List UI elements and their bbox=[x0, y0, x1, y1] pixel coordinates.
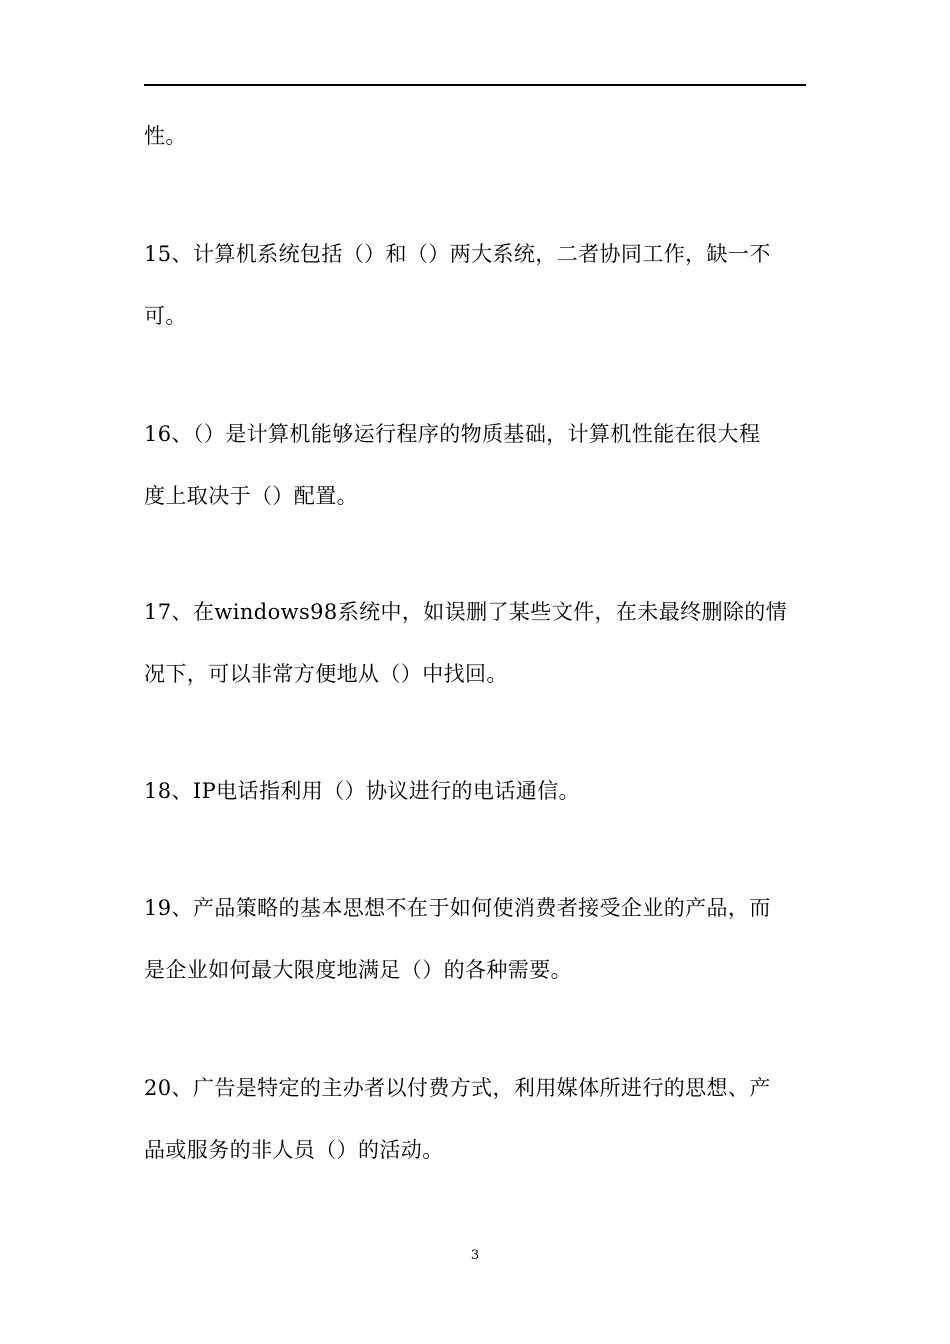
question-line: 20、广告是特定的主办者以付费方式，利用媒体所进行的思想、产 bbox=[144, 1076, 771, 1100]
continuation-text: 性。 bbox=[144, 124, 187, 148]
question-line: 度上取决于（）配置。 bbox=[144, 484, 358, 508]
question-line: 19、产品策略的基本思想不在于如何使消费者接受企业的产品，而 bbox=[144, 896, 771, 920]
question-line: 17、在windows98系统中，如误删了某些文件，在未最终删除的情 bbox=[144, 600, 788, 624]
question-line: 是企业如何最大限度地满足（）的各种需要。 bbox=[144, 958, 572, 982]
question-line: 况下，可以非常方便地从（）中找回。 bbox=[144, 662, 508, 686]
header-rule bbox=[144, 84, 806, 86]
question-line: 16、（）是计算机能够运行程序的物质基础，计算机性能在很大程 bbox=[144, 422, 761, 446]
question-line: 15、计算机系统包括（）和（）两大系统，二者协同工作，缺一不 bbox=[144, 242, 771, 266]
question-line: 可。 bbox=[144, 304, 187, 328]
question-line: 18、IP电话指利用（）协议进行的电话通信。 bbox=[144, 779, 580, 803]
question-line: 品或服务的非人员（）的活动。 bbox=[144, 1138, 444, 1162]
page-number: 3 bbox=[470, 1248, 480, 1263]
